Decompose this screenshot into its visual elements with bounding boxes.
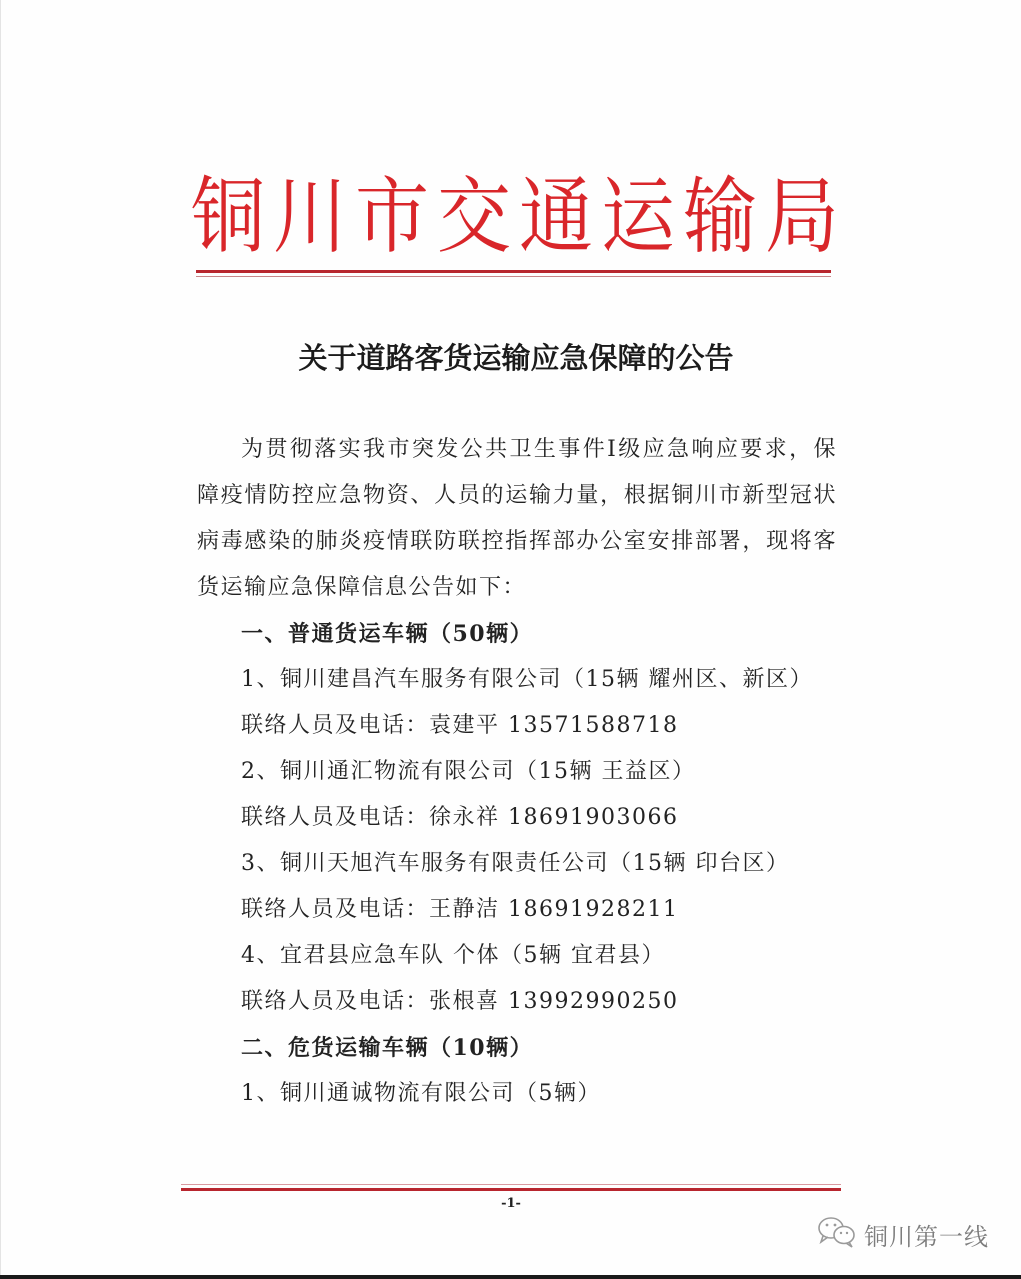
section-heading: 一、普通货运车辆（50辆） xyxy=(241,621,534,647)
document-title: 关于道路客货运输应急保障的公告 xyxy=(298,341,734,375)
company-line: 1、铜川建昌汽车服务有限公司（15辆 耀州区、新区） xyxy=(241,667,813,692)
watermark-text: 铜川第一线 xyxy=(864,1222,989,1251)
company-line: 2、铜川通汇物流有限公司（15辆 王益区） xyxy=(241,759,696,784)
bottom-edge xyxy=(0,1275,1021,1279)
contact-line: 联络人员及电话：王静洁 18691928211 xyxy=(241,897,679,922)
intro-paragraph: 为贯彻落实我市突发公共卫生事件Ⅰ级应急响应要求，保障疫情防控应急物资、人员的运输力量，根据铜川市新型冠状病毒感染的肺炎疫情联防联控指挥部办公室安排部署，现将客货运输应急保障信息公告如下： xyxy=(197,437,837,600)
document-body xyxy=(197,427,837,1117)
wechat-icon xyxy=(816,1214,858,1254)
footer-red-rule-thin xyxy=(181,1184,841,1185)
contact-line: 联络人员及电话：徐永祥 18691903066 xyxy=(241,805,679,830)
header-red-rule-thin xyxy=(196,276,831,277)
organization-header: 铜川市交通运输局 xyxy=(191,168,847,266)
section-heading: 二、危货运输车辆（10辆） xyxy=(241,1035,534,1061)
contact-line: 联络人员及电话：袁建平 13571588718 xyxy=(241,713,679,738)
company-line: 1、铜川通诚物流有限公司（5辆） xyxy=(241,1081,601,1106)
page-number: -1- xyxy=(501,1196,521,1211)
contact-line: 联络人员及电话：张根喜 13992990250 xyxy=(241,989,679,1014)
header-red-rule xyxy=(196,270,831,273)
footer-red-rule xyxy=(181,1188,841,1191)
company-line: 4、宜君县应急车队 个体（5辆 宜君县） xyxy=(241,943,665,968)
company-line: 3、铜川天旭汽车服务有限责任公司（15辆 印台区） xyxy=(241,851,790,876)
watermark xyxy=(816,1214,989,1254)
